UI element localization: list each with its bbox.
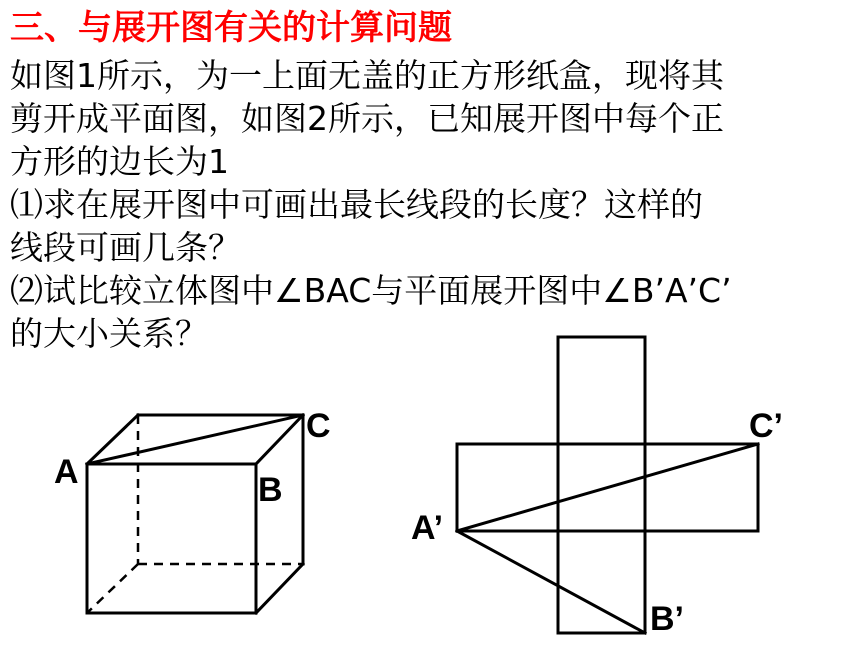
label-b-prime: B’ bbox=[650, 600, 684, 638]
segment-a-b-prime bbox=[457, 531, 645, 633]
net-vertical-strip bbox=[558, 337, 645, 633]
problem-line: 的大小关系？ bbox=[10, 314, 208, 353]
problem-line: 剪开成平面图，如图2所示，已知展开图中每个正 bbox=[10, 99, 724, 138]
label-c-prime: C’ bbox=[749, 407, 783, 445]
problem-line: 线段可画几条？ bbox=[10, 228, 241, 267]
page-title: 三、与展开图有关的计算问题 bbox=[10, 8, 452, 48]
label-a: A bbox=[54, 453, 79, 491]
problem-line: ⑴求在展开图中可画出最长线段的长度？这样的 bbox=[10, 185, 703, 224]
problem-line: ⑵试比较立体图中∠BAC与平面展开图中∠B’A’C’ bbox=[10, 271, 732, 310]
label-b: B bbox=[258, 471, 283, 509]
problem-line: 如图1所示，为一上面无盖的正方形纸盒，现将其 bbox=[10, 56, 724, 95]
segment-a-c-prime bbox=[457, 444, 758, 531]
problem-line: 方形的边长为1 bbox=[10, 142, 229, 181]
label-c: C bbox=[306, 407, 331, 445]
label-a-prime: A’ bbox=[411, 509, 444, 547]
